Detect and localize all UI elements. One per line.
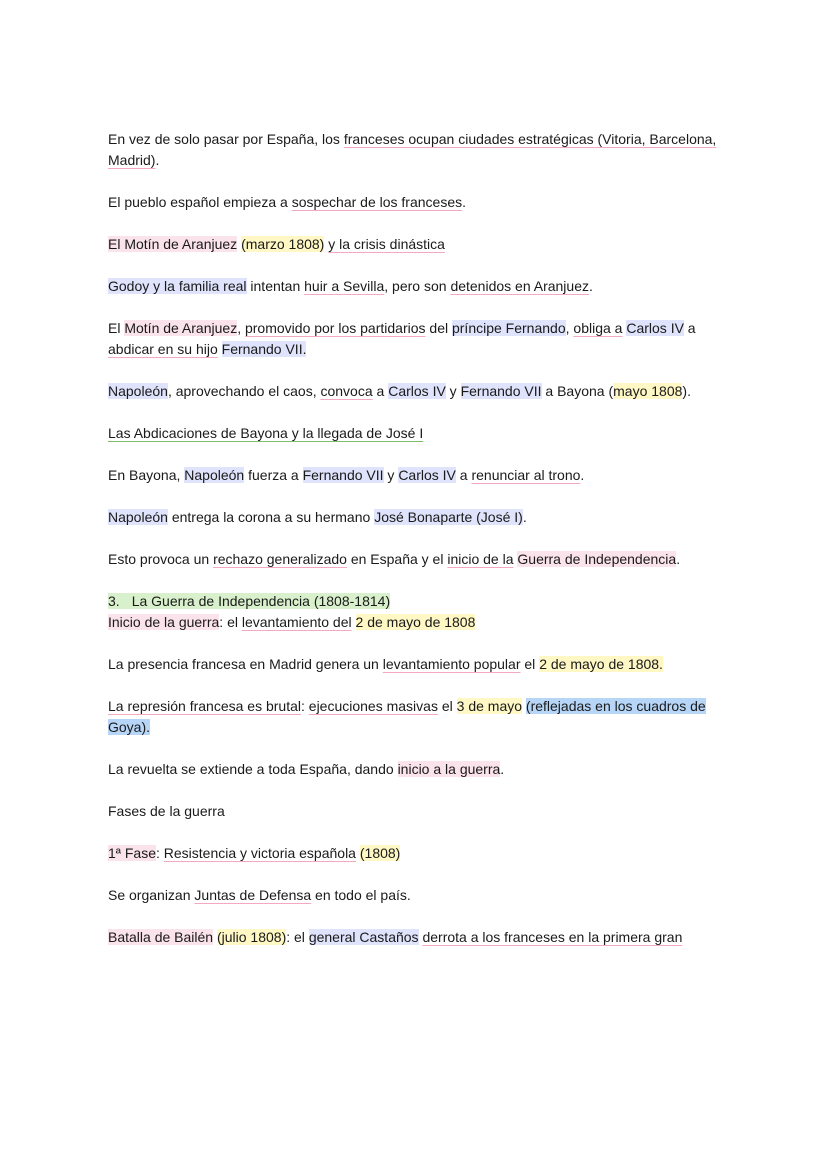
text-segment: en todo el país. (311, 887, 411, 903)
paragraph (108, 507, 728, 528)
text-segment: . (462, 194, 467, 210)
text-segment: : (301, 698, 309, 714)
text-segment: : el (219, 614, 242, 630)
subheading (108, 801, 728, 822)
text-segment: y (383, 467, 399, 483)
text-segment: obliga a (573, 320, 623, 336)
text-segment: Juntas de Defensa (194, 887, 312, 903)
text-segment: La represión francesa es brutal (108, 698, 301, 714)
text-segment: convoca (320, 383, 373, 399)
text-segment: Fernando VII (460, 383, 542, 399)
text-segment: a (455, 467, 472, 483)
paragraph (108, 192, 728, 213)
text-segment: el (520, 656, 540, 672)
text-segment: El (108, 320, 125, 336)
text-segment: levantamiento popular (382, 656, 521, 672)
text-segment: detenidos en Aranjuez (450, 278, 589, 294)
paragraph (108, 381, 728, 402)
paragraph (108, 654, 728, 675)
text-segment: a (372, 383, 389, 399)
text-segment: , pero son (384, 278, 451, 294)
text-segment: Se organizan (108, 887, 195, 903)
text-segment: La revuelta se extiende a toda España, dando (108, 761, 398, 777)
text-segment: a (683, 320, 696, 336)
text-segment: príncipe Fernando (451, 320, 566, 336)
text-segment: entrega la corona a su hermano (167, 509, 375, 525)
text-segment: rechazo generalizado (213, 551, 347, 567)
text-segment: Godoy y la familia real (108, 278, 247, 294)
text-segment: 2 de mayo de 1808 (355, 614, 476, 630)
text-segment: (reflejadas en los cuadros de Goya). (108, 698, 706, 735)
text-segment: . (580, 467, 585, 483)
text-segment: Napoleón (108, 383, 168, 399)
text-segment: Fases de la guerra (108, 803, 225, 819)
text-segment: general Castaños (308, 929, 419, 945)
text-segment: La presencia francesa en Madrid genera un (108, 656, 383, 672)
text-segment: El Motín de Aranjuez (108, 236, 238, 252)
subheading (108, 234, 728, 255)
text-segment: Carlos IV (398, 467, 456, 483)
text-segment: el (437, 698, 457, 714)
paragraph (108, 759, 728, 780)
text-segment: franceses ocupan ciudades estratégicas (Vitoria, Barcelona, Madrid) (108, 131, 717, 168)
text-segment: Carlos IV (388, 383, 446, 399)
paragraph (108, 927, 728, 948)
text-segment: inicio de la (447, 551, 514, 567)
text-segment: . (522, 509, 527, 525)
text-segment: Batalla de Bailén (108, 929, 214, 945)
text-segment: 3 de mayo (456, 698, 523, 714)
paragraph (108, 129, 728, 171)
text-segment: En Bayona, (108, 467, 185, 483)
text-segment: (marzo 1808) (241, 236, 325, 252)
paragraph (108, 465, 728, 486)
text-segment: Resistencia y victoria española (163, 845, 356, 861)
text-segment: intentan (246, 278, 305, 294)
paragraph (108, 318, 728, 360)
text-segment: ejecuciones masivas (308, 698, 438, 714)
text-segment: ). (682, 383, 691, 399)
text-segment: Carlos IV (626, 320, 684, 336)
text-segment: huir a Sevilla (304, 278, 385, 294)
text-segment: Inicio de la guerra (108, 614, 220, 630)
text-segment: , (237, 320, 245, 336)
text-segment: renunciar al trono (471, 467, 581, 483)
subheading (108, 423, 728, 444)
text-segment: : el (286, 929, 309, 945)
section-heading (108, 591, 728, 612)
subheading (108, 612, 728, 633)
text-segment: mayo 1808 (613, 383, 683, 399)
text-segment: : (155, 845, 164, 861)
text-segment: Guerra de Independencia (517, 551, 677, 567)
subheading (108, 843, 728, 864)
text-segment: , aprovechando el caos, (167, 383, 321, 399)
text-segment (352, 614, 356, 630)
paragraph (108, 276, 728, 297)
text-segment: sospechar de los franceses (291, 194, 463, 210)
text-segment: , (565, 320, 574, 336)
text-segment: En vez de solo pasar por España, los (108, 131, 344, 147)
text-segment: . (500, 761, 505, 777)
paragraph (108, 549, 728, 570)
text-segment: Napoleón (108, 509, 168, 525)
paragraph (108, 885, 728, 906)
text-segment: (1808) (359, 845, 401, 861)
text-segment: inicio a la guerra (397, 761, 501, 777)
text-segment: en España y el (346, 551, 448, 567)
text-segment: La Guerra de Independencia (1808-1814) (131, 593, 391, 609)
text-segment: Fernando VII. (221, 341, 307, 357)
text-segment: 1ª Fase (108, 845, 156, 861)
text-segment: (julio 1808) (216, 929, 287, 945)
text-segment: . (589, 278, 593, 294)
paragraph (108, 696, 728, 738)
text-segment: Fernando VII (302, 467, 384, 483)
text-segment: y la crisis dinástica (328, 236, 445, 252)
text-segment: . (155, 152, 160, 168)
text-segment: . (676, 551, 681, 567)
text-segment: levantamiento del (241, 614, 352, 630)
text-segment: Esto provoca un (108, 551, 214, 567)
text-segment: El pueblo español empieza a (108, 194, 292, 210)
text-segment: y (445, 383, 461, 399)
text-segment: 2 de mayo de 1808. (539, 656, 663, 672)
text-segment: abdicar en su hijo (108, 341, 218, 357)
text-segment: fuerza a (244, 467, 303, 483)
text-segment: 3. (108, 593, 132, 609)
text-segment: a Bayona ( (541, 383, 614, 399)
text-segment: Las Abdicaciones de Bayona y la llegada de José I (108, 425, 424, 441)
text-segment: derrota a los franceses en la primera gran (422, 929, 683, 945)
text-segment: promovido por los partidarios (244, 320, 426, 336)
text-segment: Napoleón (184, 467, 245, 483)
text-segment: Motín de Aranjuez (124, 320, 238, 336)
text-segment: José Bonaparte (José I) (374, 509, 523, 525)
text-segment: del (425, 320, 452, 336)
